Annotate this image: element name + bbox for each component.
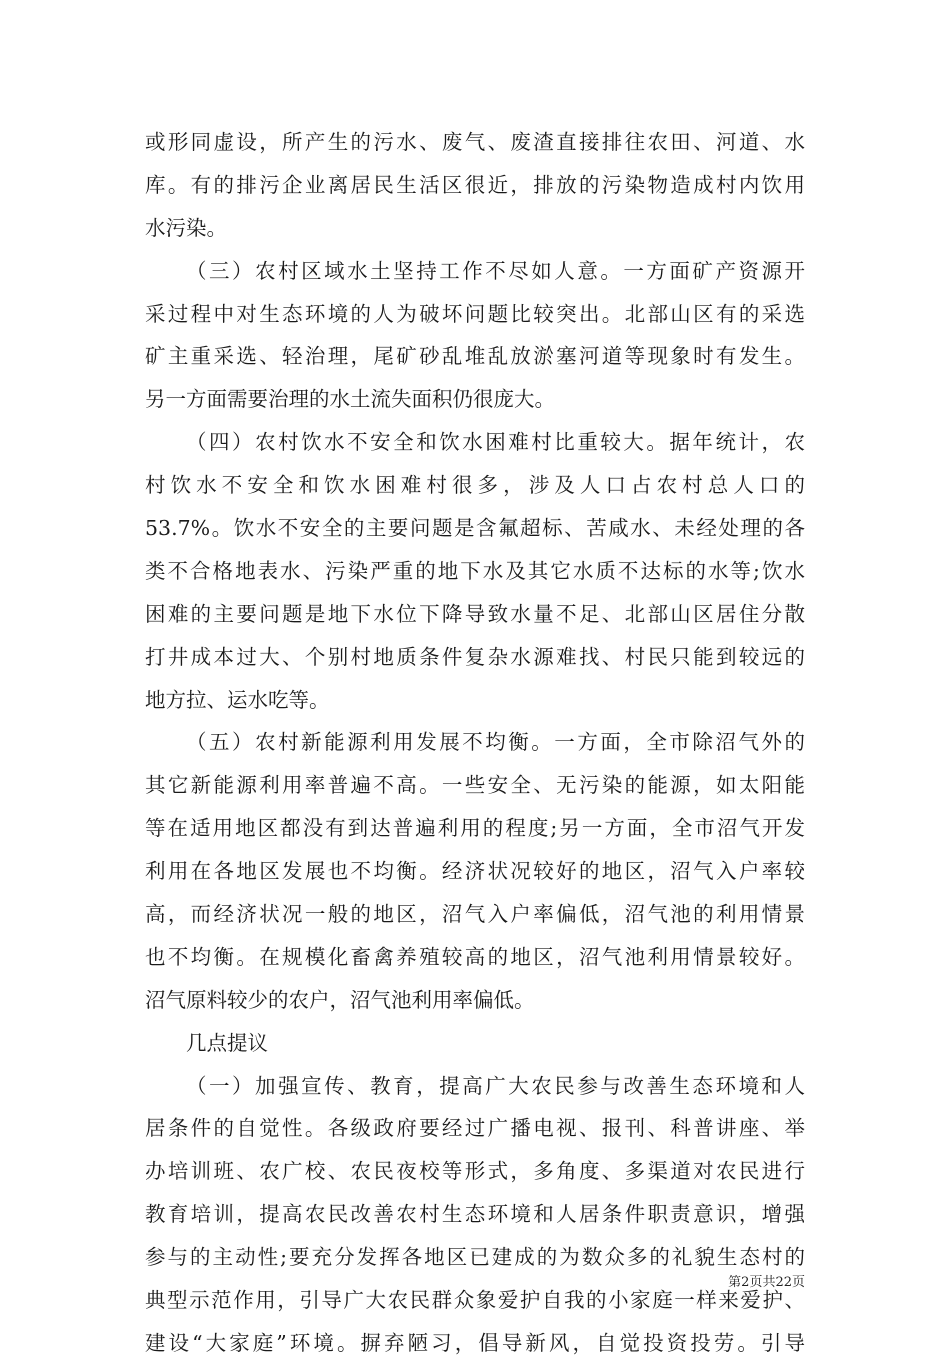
text-line: 村饮水不安全和饮水困难村很多，涉及人口占农村总人口的: [145, 473, 805, 498]
text-line: 库。有的排污企业离居民生活区很近，排放的污染物造成村内饮用: [145, 172, 805, 197]
text-line: （五）农村新能源利用发展不均衡。一方面，全市除沼气外的: [186, 730, 805, 755]
text-line: 典型示范作用，引导广大农民群众象爱护自我的小家庭一样来爱护、: [145, 1288, 805, 1313]
text-line: 参与的主动性;要充分发挥各地区已建成的为数众多的礼貌生态村的: [145, 1245, 805, 1270]
page-number-footer: 第2页共22页: [728, 1275, 805, 1290]
text-line: 另一方面需要治理的水土流失面积仍很庞大。: [145, 387, 555, 412]
text-line: 利用在各地区发展也不均衡。经济状况较好的地区，沼气入户率较: [145, 859, 805, 884]
text-line: 水污染。: [145, 215, 227, 240]
text-line: 其它新能源利用率普遍不高。一些安全、无污染的能源，如太阳能: [145, 773, 805, 798]
text-line: （三）农村区域水土坚持工作不尽如人意。一方面矿产资源开: [186, 258, 805, 283]
text-line: 或形同虚设，所产生的污水、废气、废渣直接排往农田、河道、水: [145, 130, 805, 154]
text-line: 53.7%。饮水不安全的主要问题是含氟超标、苦咸水、未经处理的各: [145, 516, 805, 541]
text-line: 也不均衡。在规模化畜禽养殖较高的地区，沼气池利用情景较好。: [145, 944, 805, 969]
text-line: 地方拉、运水吃等。: [145, 687, 330, 712]
text-line: 沼气原料较少的农户，沼气池利用率偏低。: [145, 987, 535, 1012]
body-text: [145, 121, 805, 1365]
text-line: 采过程中对生态环境的人为破坏问题比较突出。北部山区有的采选: [145, 301, 805, 326]
text-line: 办培训班、农广校、农民夜校等形式，多角度、多渠道对农民进行: [145, 1159, 805, 1184]
text-line: 教育培训，提高农民改善农村生态环境和人居条件职责意识，增强: [145, 1202, 805, 1227]
text-line: （四）农村饮水不安全和饮水困难村比重较大。据年统计，农: [186, 430, 805, 455]
text-line: 高，而经济状况一般的地区，沼气入户率偏低，沼气池的利用情景: [145, 902, 805, 927]
text-line: 困难的主要问题是地下水位下降导致水量不足、北部山区居住分散: [145, 601, 805, 626]
text-line: 居条件的自觉性。各级政府要经过广播电视、报刊、科普讲座、举: [145, 1116, 805, 1141]
text-line: 建设“大家庭”环境。摒弃陋习，倡导新风，自觉投资投劳。引导: [145, 1330, 805, 1355]
text-line: 等在适用地区都没有到达普遍利用的程度;另一方面，全市沼气开发: [145, 816, 805, 841]
text-line: 几点提议: [186, 1030, 268, 1055]
text-line: 打井成本过大、个别村地质条件复杂水源难找、村民只能到较远的: [145, 644, 805, 669]
text-line: （一）加强宣传、教育，提高广大农民参与改善生态环境和人: [186, 1073, 805, 1098]
text-line: 矿主重采选、轻治理，尾矿砂乱堆乱放淤塞河道等现象时有发生。: [145, 344, 805, 369]
text-line: 类不合格地表水、污染严重的地下水及其它水质不达标的水等;饮水: [145, 558, 805, 583]
